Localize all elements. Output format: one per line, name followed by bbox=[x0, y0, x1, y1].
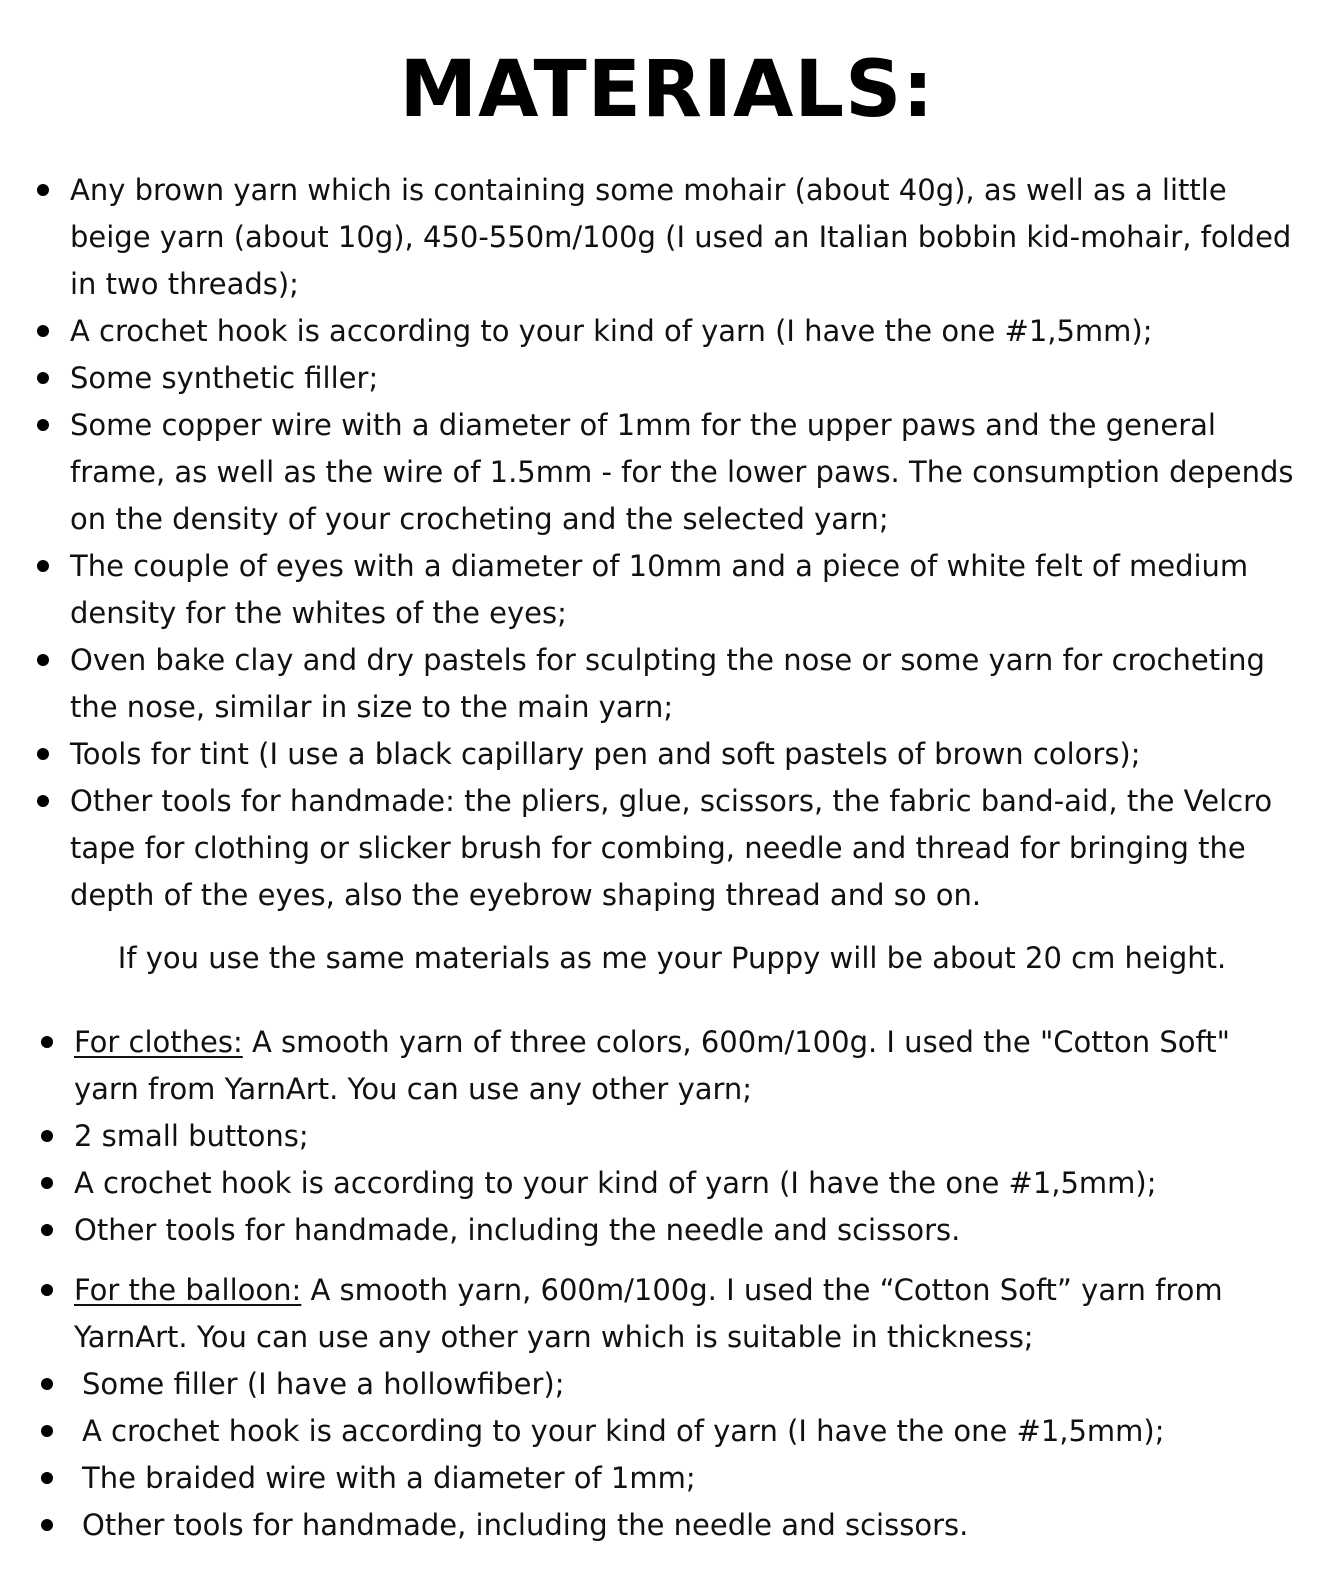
list-item bbox=[82, 1455, 1282, 1502]
bullet-icon bbox=[41, 1519, 53, 1531]
bullet-icon bbox=[41, 1224, 53, 1236]
list-item bbox=[70, 308, 1310, 355]
list-item bbox=[70, 731, 1310, 778]
bullet-icon bbox=[41, 1472, 53, 1484]
list-item bbox=[82, 1361, 1282, 1408]
bullet-icon bbox=[37, 654, 49, 666]
list-item-text: A crochet hook is according to your kind of yarn (I have the one #1,5mm); bbox=[70, 314, 1153, 348]
list-item bbox=[74, 1207, 1294, 1254]
list-item bbox=[70, 167, 1310, 308]
list-item-text: Any brown yarn which is containing some mohair (about 40g), as well as a little beige yarn (about 10g), 450-550m/100g (I used an Italian bobbin kid-mohair, folded in two threads); bbox=[70, 173, 1292, 301]
bullet-icon bbox=[37, 184, 49, 196]
list-item bbox=[70, 778, 1310, 919]
page-title: MATERIALS: bbox=[399, 45, 935, 135]
list-item-text: Other tools for handmade, including the needle and scissors. bbox=[82, 1508, 969, 1542]
list-item-text: A smooth yarn of three colors, 600m/100g. I used the "Cotton Soft" yarn from YarnArt. You can use any other yarn; bbox=[74, 1025, 1230, 1106]
bullet-icon bbox=[37, 325, 49, 337]
list-item bbox=[74, 1160, 1294, 1207]
materials-list bbox=[70, 167, 1310, 919]
bullet-icon bbox=[37, 560, 49, 572]
bullet-icon bbox=[41, 1378, 53, 1390]
balloon-list bbox=[74, 1267, 1282, 1549]
list-item-text: The braided wire with a diameter of 1mm; bbox=[82, 1461, 696, 1495]
list-item-text: Some filler (I have a hollowfiber); bbox=[82, 1367, 565, 1401]
list-item bbox=[82, 1502, 1282, 1549]
list-item-text: 2 small buttons; bbox=[74, 1119, 309, 1153]
list-item bbox=[74, 1267, 1274, 1361]
bullet-icon bbox=[41, 1036, 53, 1048]
list-item bbox=[74, 1019, 1294, 1113]
bullet-icon bbox=[37, 372, 49, 384]
clothes-list bbox=[74, 1019, 1294, 1254]
list-item bbox=[70, 355, 1310, 402]
bullet-icon bbox=[37, 748, 49, 760]
list-item bbox=[70, 543, 1310, 637]
list-item bbox=[74, 1113, 1294, 1160]
list-item bbox=[70, 402, 1310, 543]
bullet-icon bbox=[37, 795, 49, 807]
bullet-icon bbox=[41, 1284, 53, 1296]
bullet-icon bbox=[41, 1177, 53, 1189]
list-item-text: The couple of eyes with a diameter of 10mm and a piece of white felt of medium density for the whites of the eyes; bbox=[70, 549, 1249, 630]
list-item-text: Other tools for handmade: the pliers, glue, scissors, the fabric band-aid, the Velcro tape for clothing or slicker brush for combing, needle and thread for bringing the depth of the eyes, also the eyebrow shaping thread and so on. bbox=[70, 784, 1273, 912]
list-item-text: Some copper wire with a diameter of 1mm for the upper paws and the general frame, as well as the wire of 1.5mm - for the lower paws. The consumption depends on the density of your crocheting and the selected yarn; bbox=[70, 408, 1294, 536]
bullet-icon bbox=[41, 1130, 53, 1142]
balloon-heading: For the balloon: bbox=[74, 1273, 302, 1307]
list-item-text: A crochet hook is according to your kind of yarn (I have the one #1,5mm); bbox=[74, 1166, 1157, 1200]
bullet-icon bbox=[41, 1425, 53, 1437]
list-item-text: Oven bake clay and dry pastels for sculpting the nose or some yarn for crocheting the nose, similar in size to the main yarn; bbox=[70, 643, 1265, 724]
list-item-text: Tools for tint (I use a black capillary pen and soft pastels of brown colors); bbox=[70, 737, 1141, 771]
list-item-text: Other tools for handmade, including the needle and scissors. bbox=[74, 1213, 961, 1247]
clothes-heading: For clothes: bbox=[74, 1025, 243, 1059]
list-item-text: A smooth yarn, 600m/100g. I used the “Cotton Soft” yarn from YarnArt. You can use any other yarn which is suitable in thickness; bbox=[74, 1273, 1223, 1354]
list-item-text: A crochet hook is according to your kind of yarn (I have the one #1,5mm); bbox=[82, 1414, 1165, 1448]
bullet-icon bbox=[37, 419, 49, 431]
list-item bbox=[70, 637, 1310, 731]
list-item-text: Some synthetic filler; bbox=[70, 361, 379, 395]
list-item bbox=[82, 1408, 1282, 1455]
size-note: If you use the same materials as me your Puppy will be about 20 cm height. bbox=[117, 941, 1227, 975]
